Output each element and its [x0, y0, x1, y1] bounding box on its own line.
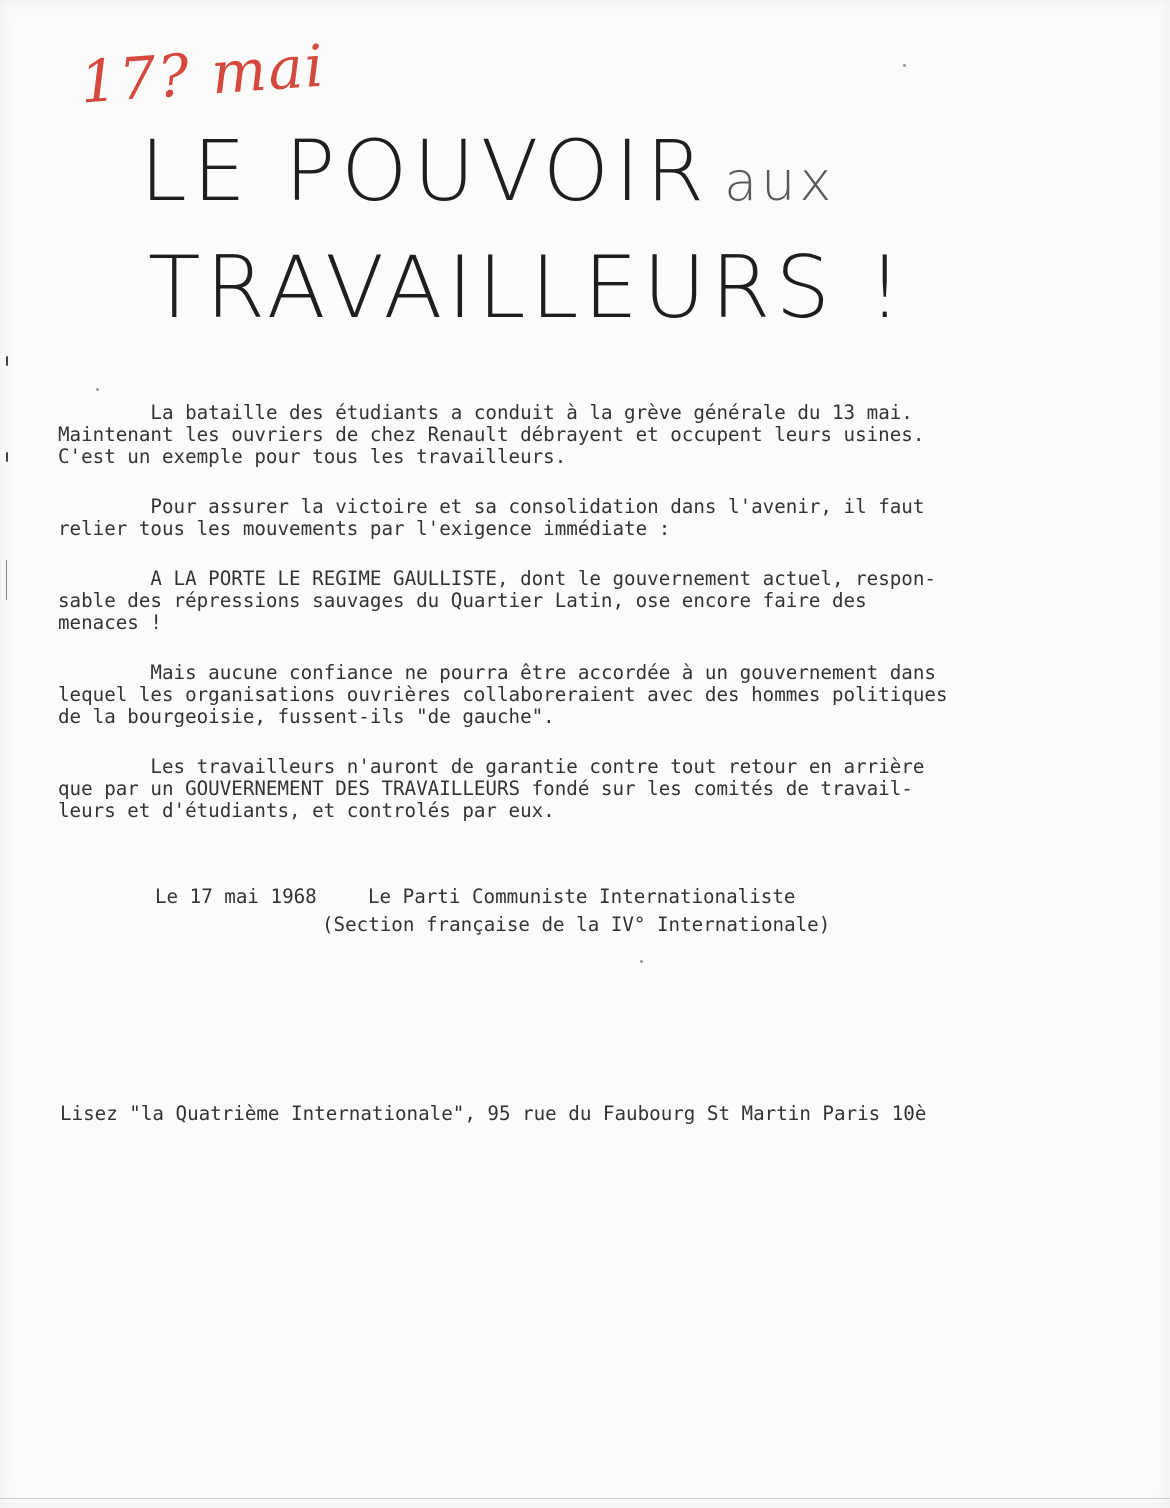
margin-punch-mark — [6, 560, 7, 600]
signature-party: Le Parti Communiste Internationaliste — [368, 885, 796, 908]
paragraph-3: A LA PORTE LE REGIME GAULLISTE, dont le gouvernement actuel, respon- sable des répressions sauvages du Quartier Latin, ose encore faire des menaces ! — [58, 567, 936, 634]
paragraph-5: Les travailleurs n'auront de garantie contre tout retour en arrière que par un GOUVERNEMENT DES TRAVAILLEURS fondé sur les comités de travail- leurs et d'étudiants, et controlés par eux. — [58, 755, 925, 822]
margin-punch-mark — [6, 452, 8, 462]
signature-date: Le 17 mai 1968 — [155, 885, 317, 908]
headline-small-word: aux — [724, 150, 836, 213]
handwritten-date-annotation: 17? mai — [77, 31, 328, 117]
page-bottom-edge — [0, 1498, 1170, 1499]
paper-speck — [903, 64, 906, 67]
margin-punch-mark — [6, 356, 8, 366]
paragraph-1: La bataille des étudiants a conduit à la grève générale du 13 mai. Maintenant les ouvriers de chez Renault débrayent et occupent leurs usines. C'est un exemple pour tous les travailleurs. — [58, 401, 925, 468]
footer-reference: Lisez "la Quatrième Internationale", 95 rue du Faubourg St Martin Paris 10è — [60, 1102, 927, 1125]
signature-section: (Section française de la IV° Internationale) — [322, 913, 831, 936]
paragraph-4: Mais aucune confiance ne pourra être accordée à un gouvernement dans lequel les organisations ouvrières collaboreraient avec des hommes politiques de la bourgeoisie, fussent-ils "de gauche". — [58, 661, 948, 728]
paper-speck — [96, 388, 99, 391]
paragraph-2: Pour assurer la victoire et sa consolidation dans l'avenir, il faut relier tous les mouvements par l'exigence immédiate : — [58, 495, 925, 540]
leaflet-body — [58, 402, 978, 850]
paper-speck — [640, 960, 643, 963]
headline-main-text: LE POUVOIR — [140, 122, 711, 220]
headline-line-1 — [140, 122, 835, 220]
headline-line-2: TRAVAILLEURS ! — [148, 238, 907, 338]
